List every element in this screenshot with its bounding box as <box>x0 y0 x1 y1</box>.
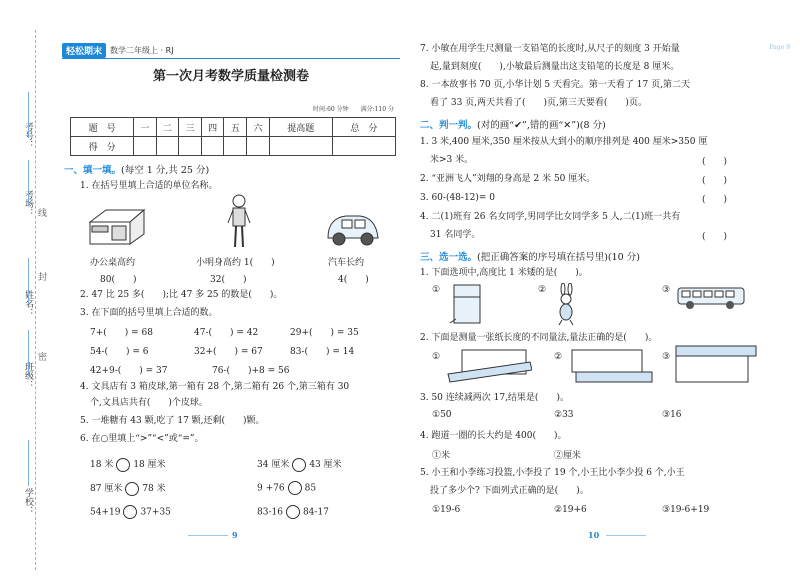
score-header-cell: 三 <box>179 118 202 137</box>
section-1-points: (每空 1 分,共 25 分) <box>121 165 210 176</box>
question-7-line-1: 7. 小敏在用学生尺测量一支铅笔的长度时,从尺子的刻度 3 开始量 <box>420 44 680 54</box>
score-header-cell: 六 <box>247 118 270 137</box>
binding-word-secret: 密 <box>38 353 48 363</box>
score-input-cell[interactable] <box>224 137 247 156</box>
section-2-heading <box>420 117 606 131</box>
left-page <box>62 0 400 585</box>
question-8-line-2: 看了 33 页,两天共看了( )页,第三天要看( )页。 <box>430 98 647 108</box>
fill-equation[interactable]: 47-( ) = 42 <box>194 328 259 338</box>
xiaoming-height-blank[interactable]: 32( ) <box>210 275 247 285</box>
score-header-cell: 一 <box>134 118 157 137</box>
side-label-exam-room: 考场： <box>23 190 33 217</box>
xiaoming-height-label: 小明身高约 1( ) <box>196 258 275 268</box>
compare-left: 54+19 <box>90 507 121 518</box>
fill-equation[interactable]: 42+9-( ) = 37 <box>90 366 168 376</box>
choice-1-option-label[interactable]: ① <box>432 285 441 295</box>
choice-5-option[interactable]: ①19-6 <box>432 505 461 515</box>
choice-3-option[interactable]: ②33 <box>554 410 574 420</box>
side-label-school: 学校： <box>23 488 33 515</box>
compare-circle[interactable] <box>286 505 300 519</box>
score-header-cell: 五 <box>224 118 247 137</box>
page-number: 10 <box>588 530 600 540</box>
judge-answer-blank[interactable]: ( ) <box>702 232 728 242</box>
choice-4: 4. 跑道一圈的长大约是 400( )。 <box>420 431 567 441</box>
section-2-points: (对的画“✔”,错的画“✕”)(8 分) <box>477 120 606 131</box>
car-picture <box>324 210 382 248</box>
page-title: 第一次月考数学质量检测卷 <box>152 69 309 84</box>
brand-logo <box>62 43 174 58</box>
score-input-cell[interactable] <box>134 137 157 156</box>
ruler-method-2-picture <box>568 348 654 386</box>
compare-right: 78 米 <box>142 484 166 494</box>
choice-5-line-2: 投了多少个? 下面列式正确的是( )。 <box>430 486 589 496</box>
side-label-exam-number: 考号： <box>23 122 33 149</box>
compare-circle[interactable] <box>292 458 306 472</box>
compare-circle[interactable] <box>125 482 139 496</box>
score-table-header-row <box>71 118 396 137</box>
section-3-heading <box>420 249 640 263</box>
question-2: 2. 47 比 25 多( );比 47 多 25 的数是( )。 <box>80 290 283 300</box>
question-5: 5. 一堆糖有 43 颗,吃了 17 颗,还剩( )颗。 <box>80 416 265 426</box>
exam-meta: 时间:60 分钟 满分:110 分 <box>313 106 394 113</box>
class-field[interactable] <box>28 330 29 376</box>
score-input-cell[interactable] <box>269 137 332 156</box>
choice-2-option-label[interactable]: ③ <box>662 352 671 362</box>
choice-5-option[interactable]: ③19-6+19 <box>662 505 710 515</box>
choice-1: 1. 下面选项中,高度比 1 米矮的是( )。 <box>420 268 588 278</box>
header-rule <box>62 58 400 59</box>
judge-3: 3. 60-(48-12)= 0 <box>420 193 496 203</box>
choice-3-option[interactable]: ③16 <box>662 410 682 420</box>
score-input-cell[interactable] <box>332 137 395 156</box>
fill-equation[interactable]: 83-( ) = 14 <box>290 347 355 357</box>
compare-right: 43 厘米 <box>309 460 342 470</box>
fill-equation[interactable]: 54-( ) = 6 <box>90 347 149 357</box>
ruler-method-1-picture <box>446 348 532 386</box>
fill-equation[interactable]: 29+( ) = 35 <box>290 328 359 338</box>
compare-left: 34 厘米 <box>257 460 290 470</box>
compare-right: 37+35 <box>140 507 171 518</box>
section-3-number: 三、选一选。 <box>420 252 478 263</box>
score-header-cell: 总 分 <box>332 118 395 137</box>
choice-2-option-label[interactable]: ② <box>554 352 563 362</box>
right-page <box>420 0 790 585</box>
judge-4-line-1: 4. 二(1)班有 26 名女同学,男同学比女同学多 5 人,二(1)班一共有 <box>420 212 681 222</box>
score-table-score-row <box>71 137 396 156</box>
question-7-line-2: 起,量到刻度( ),小敏最后测量出这支铅笔的长度是 8 厘米。 <box>430 62 680 72</box>
name-field[interactable] <box>28 258 29 304</box>
page-number-decoration <box>606 535 646 536</box>
compare-circle[interactable] <box>123 505 137 519</box>
question-6: 6. 在○里填上“>”“<”或“=”。 <box>80 434 204 444</box>
score-label-cell: 得 分 <box>71 137 134 156</box>
question-3: 3. 在下面的括号里填上合适的数。 <box>80 308 218 318</box>
section-3-points: (把正确答案的序号填在括号里)(10 分) <box>477 252 640 263</box>
binding-word-line: 线 <box>38 209 48 219</box>
judge-1-line-2: 米>3 米。 <box>430 155 474 165</box>
choice-3-option[interactable]: ①50 <box>432 410 452 420</box>
choice-5-option[interactable]: ②19+6 <box>554 505 587 515</box>
score-header-cell: 四 <box>201 118 224 137</box>
side-label-class: 班级： <box>23 362 33 389</box>
choice-1-option-label[interactable]: ③ <box>662 285 671 295</box>
logo-mark: 轻松期末 <box>62 43 106 58</box>
compare-item <box>257 457 342 472</box>
office-desk-picture <box>86 200 146 248</box>
binding-dashed-line <box>35 30 36 570</box>
desk-height-blank[interactable]: 80( ) <box>100 275 137 285</box>
ruler-method-3-picture <box>674 344 758 386</box>
score-header-cell: 二 <box>156 118 179 137</box>
compare-right: 18 厘米 <box>133 460 166 470</box>
car-length-blank[interactable]: 4( ) <box>338 275 369 285</box>
side-label-name: 姓名： <box>23 290 33 317</box>
compare-circle[interactable] <box>288 481 302 495</box>
question-1: 1. 在括号里填上合适的单位名称。 <box>80 181 218 191</box>
question-4-line-2: 个,文具店共有( )个皮球。 <box>90 398 208 408</box>
choice-2: 2. 下面是测量一张纸长度的不同量法,量法正确的是( )。 <box>420 333 658 343</box>
page-number: 9 <box>232 530 238 540</box>
page-number-decoration <box>188 535 228 536</box>
choice-3: 3. 50 连续减两次 17,结果是( )。 <box>420 393 569 403</box>
question-8-line-1: 8. 一本故事书 70 页,小华计划 5 天看完。第一天看了 17 页,第二天 <box>420 80 690 90</box>
fill-equation[interactable]: 76-( )+8 = 56 <box>212 366 290 376</box>
choice-5-line-1: 5. 小王和小李练习投篮,小李投了 19 个,小王比小李少投 6 个,小王 <box>420 468 685 478</box>
compare-right: 85 <box>304 483 317 494</box>
judge-2: 2. “亚洲飞人”刘翔的身高是 2 米 50 厘米。 <box>420 174 596 184</box>
fill-equation[interactable]: 7+( ) = 68 <box>90 328 154 338</box>
judge-answer-blank[interactable]: ( ) <box>702 176 728 186</box>
compare-item <box>90 457 166 472</box>
car-length-label: 汽车长约 <box>328 258 365 268</box>
compare-right: 84-17 <box>302 507 329 518</box>
header-tag: Page 9 <box>769 44 790 51</box>
compare-left: 9 +76 <box>257 483 285 494</box>
compare-item <box>90 481 166 496</box>
section-1-heading <box>64 162 209 176</box>
binding-margin <box>0 0 58 585</box>
exam-room-field[interactable] <box>28 160 29 206</box>
judge-4-line-2: 31 名同学。 <box>430 230 481 240</box>
judge-1-line-1: 1. 3 米,400 厘米,350 厘米按从大到小的顺序排列是 400 厘米>350 厘 <box>420 137 708 147</box>
judge-answer-blank[interactable]: ( ) <box>702 157 728 167</box>
score-header-cell: 题 号 <box>71 118 134 137</box>
compare-item <box>90 505 171 519</box>
judge-answer-blank[interactable]: ( ) <box>702 195 728 205</box>
compare-left: 83-16 <box>257 507 283 518</box>
fill-equation[interactable]: 32+( ) = 67 <box>194 347 263 357</box>
exam-number-field[interactable] <box>28 92 29 138</box>
compare-circle[interactable] <box>116 458 130 472</box>
desk-height-label: 办公桌高约 <box>90 258 136 268</box>
choice-1-option-label[interactable]: ② <box>538 285 547 295</box>
refrigerator-picture <box>446 283 486 325</box>
score-input-cell[interactable] <box>247 137 270 156</box>
compare-left: 87 厘米 <box>90 484 123 494</box>
score-input-cell[interactable] <box>201 137 224 156</box>
section-2-number: 二、判一判。 <box>420 120 478 131</box>
score-input-cell[interactable] <box>156 137 179 156</box>
score-header-cell: 提高题 <box>269 118 332 137</box>
section-1-number: 一、填一填。 <box>64 165 122 176</box>
school-field[interactable] <box>28 440 29 486</box>
choice-4-option[interactable]: ②厘米 <box>554 451 582 461</box>
binding-word-seal: 封 <box>38 273 48 283</box>
compare-item <box>257 481 316 495</box>
logo-subtitle: 数学二年级上 · RJ <box>110 46 174 55</box>
xiaoming-boy-picture <box>224 193 254 251</box>
compare-item <box>257 505 329 519</box>
choice-4-option[interactable]: ①米 <box>432 451 451 461</box>
score-table <box>70 117 396 156</box>
compare-left: 18 米 <box>90 460 114 470</box>
bus-picture <box>676 286 748 310</box>
question-4-line-1: 4. 文具店有 3 箱皮球,第一箱有 28 个,第二箱有 26 个,第三箱有 30 <box>80 382 350 392</box>
score-input-cell[interactable] <box>179 137 202 156</box>
rabbit-toy-picture <box>550 283 584 327</box>
choice-2-option-label[interactable]: ① <box>432 352 441 362</box>
